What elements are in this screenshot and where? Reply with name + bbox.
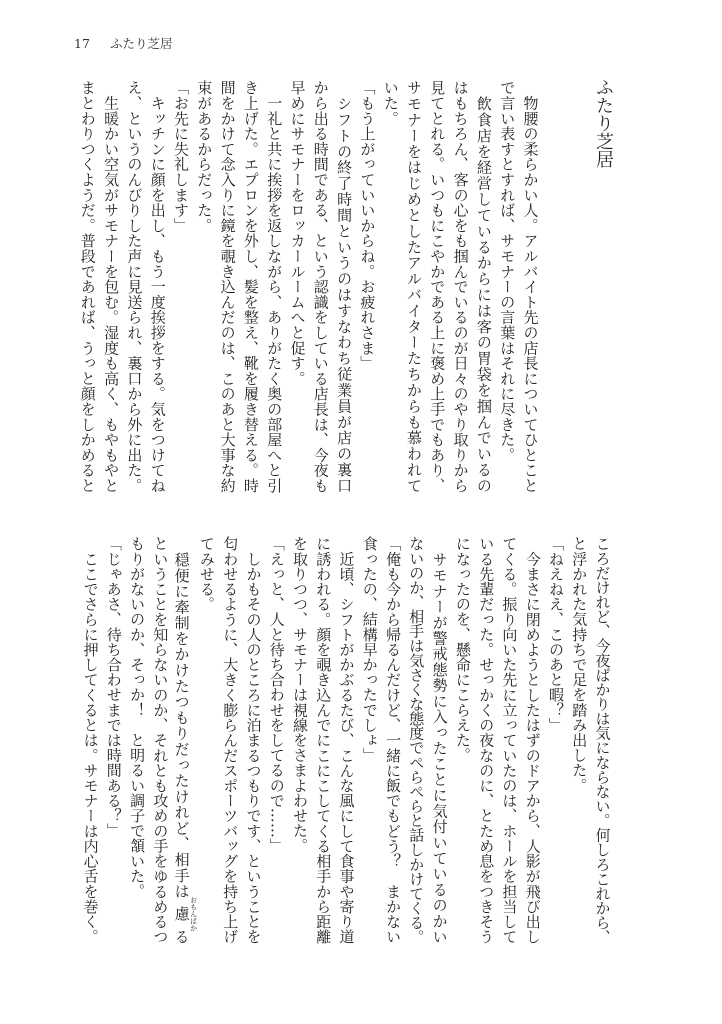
ruby-reading: おもんぱか	[189, 896, 198, 932]
text-column: キッチンに顔を出し、もう一度挨拶をする。気をつけてね	[148, 80, 167, 494]
text-column-with-ruby	[172, 536, 198, 944]
text-column: シフトの終了時間というのはすなわち従業員が店の裏口	[335, 80, 354, 493]
text-column: 飲食店を経営しているからには客の胃袋を掴んでいるの	[474, 80, 493, 493]
dialogue-column: 「俺も今から帰るんだけど、一緒に飯でもどう？ まかない	[384, 536, 403, 944]
dialogue-column: 「ねえねえ、このあと暇？」	[547, 536, 565, 733]
text-column: 物腰の柔らかい人。アルバイト先の店長についてひとこと	[521, 80, 540, 494]
text-column: しかもその人のところに泊まるつもりです、ということを	[244, 536, 263, 944]
dialogue-column: 食ったの、結構早かったでしょ」	[360, 536, 379, 763]
chapter-title: ふたり芝居	[593, 78, 614, 168]
text-column: はもちろん、客の心をも掴んでいるのが日々のやり取りから	[451, 80, 470, 494]
text-column: 近頃、シフトがかぶるたび、こんな風にして食事や寄り道	[337, 536, 356, 944]
text-column: 早めにサモナーをロッカールームへと促す。	[288, 80, 307, 386]
running-title: ふたり芝居	[110, 36, 173, 51]
text-column: ということを知らないのか、それとも攻めの手をゆるめるつ	[151, 536, 170, 944]
text-column: まとわりつくようだ。普段であれば、うっと顔をしかめると	[78, 80, 97, 494]
text-column: 見てとれる。いつもにこやかである上に褒め上手でもあり、	[428, 80, 447, 494]
text-column: ないのか、相手は気さくな態度でぺらぺらと話しかけてくる。	[407, 536, 426, 944]
text-column: を取りつつ、サモナーは視線をさまよわせた。	[291, 536, 309, 854]
text-column: 束があるからだった。	[195, 80, 214, 233]
text-column: で言い表すとすれば、サモナーの言葉はそれに尽きた。	[498, 80, 517, 463]
running-header	[74, 36, 173, 52]
text-column: いる先輩だった。せっかくの夜なのに、とため息をつきそう	[477, 536, 496, 944]
page-number: 17	[74, 36, 90, 51]
dialogue-column: 「えっと、人と待ち合わせをしてるので……」	[267, 536, 286, 854]
dialogue-column: 「じゃあさ、待ち合わせまでは時間ある？」	[104, 536, 123, 838]
text-column: サモナーが警戒態勢に入ったことに気付いているのかい	[430, 536, 449, 944]
text-column: え、というのんびりした声に見送られ、裏口から外に出た。	[125, 80, 144, 494]
text-column: 一礼と共に挨拶を返しながら、ありがたく奥の部屋へと引	[265, 80, 284, 494]
text-column: サモナーをはじめとしたアルバイターたちからも慕われて	[405, 80, 423, 493]
dialogue-column: 「お先に失礼します」	[172, 80, 190, 233]
text-column: ここでさらに押してくるとは。サモナーは内心舌を巻く。	[81, 536, 100, 944]
text-column: 生暖かい空気がサモナーを包む。湿度も高く、もやもやと	[102, 80, 121, 494]
text-column: いた。	[381, 80, 400, 126]
text-column: に誘われる。顔を覗き込んでにこにこしてくる相手から距離	[314, 536, 333, 944]
ruby-base: 慮	[172, 896, 191, 932]
text-column: 匂わせるように、大きく膨らんだスポーツバッグを持ち上げ	[221, 536, 240, 944]
ruby-line-before: 穏便に牽制をかけたつもりだったけれど、相手は	[172, 536, 191, 900]
ruby-word	[172, 896, 198, 932]
text-column: てくる。振り向いた先に立っていたのは、ホールを担当して	[500, 536, 519, 944]
text-column: き上げた。エプロンを外し、髪を整え、靴を履き替える。時	[241, 80, 260, 494]
text-column: 間をかけて念入りに鏡を覗き込んだのは、このあと大事な約	[218, 80, 237, 494]
text-column: になったのを、懸命にこらえた。	[453, 536, 472, 763]
text-column: 今まさに閉めようとしたはずのドアから、人影が飛び出し	[523, 536, 542, 944]
text-column: ころだけれど、今夜ばかりは気にならない。何しろこれから、	[593, 536, 612, 944]
dialogue-column: 「もう上がっていいからね。お疲れさま」	[358, 80, 377, 371]
text-column: もりがないのか、そっか！ と明るい調子で頷いた。	[128, 536, 147, 899]
text-column: てみせる。	[197, 536, 216, 612]
text-column: から出る時間である、という認識をしている店長は、今夜も	[311, 80, 330, 494]
text-column: と浮かれた気持ちで足を踏み出した。	[570, 536, 589, 793]
ruby-line-after: る	[172, 928, 191, 944]
